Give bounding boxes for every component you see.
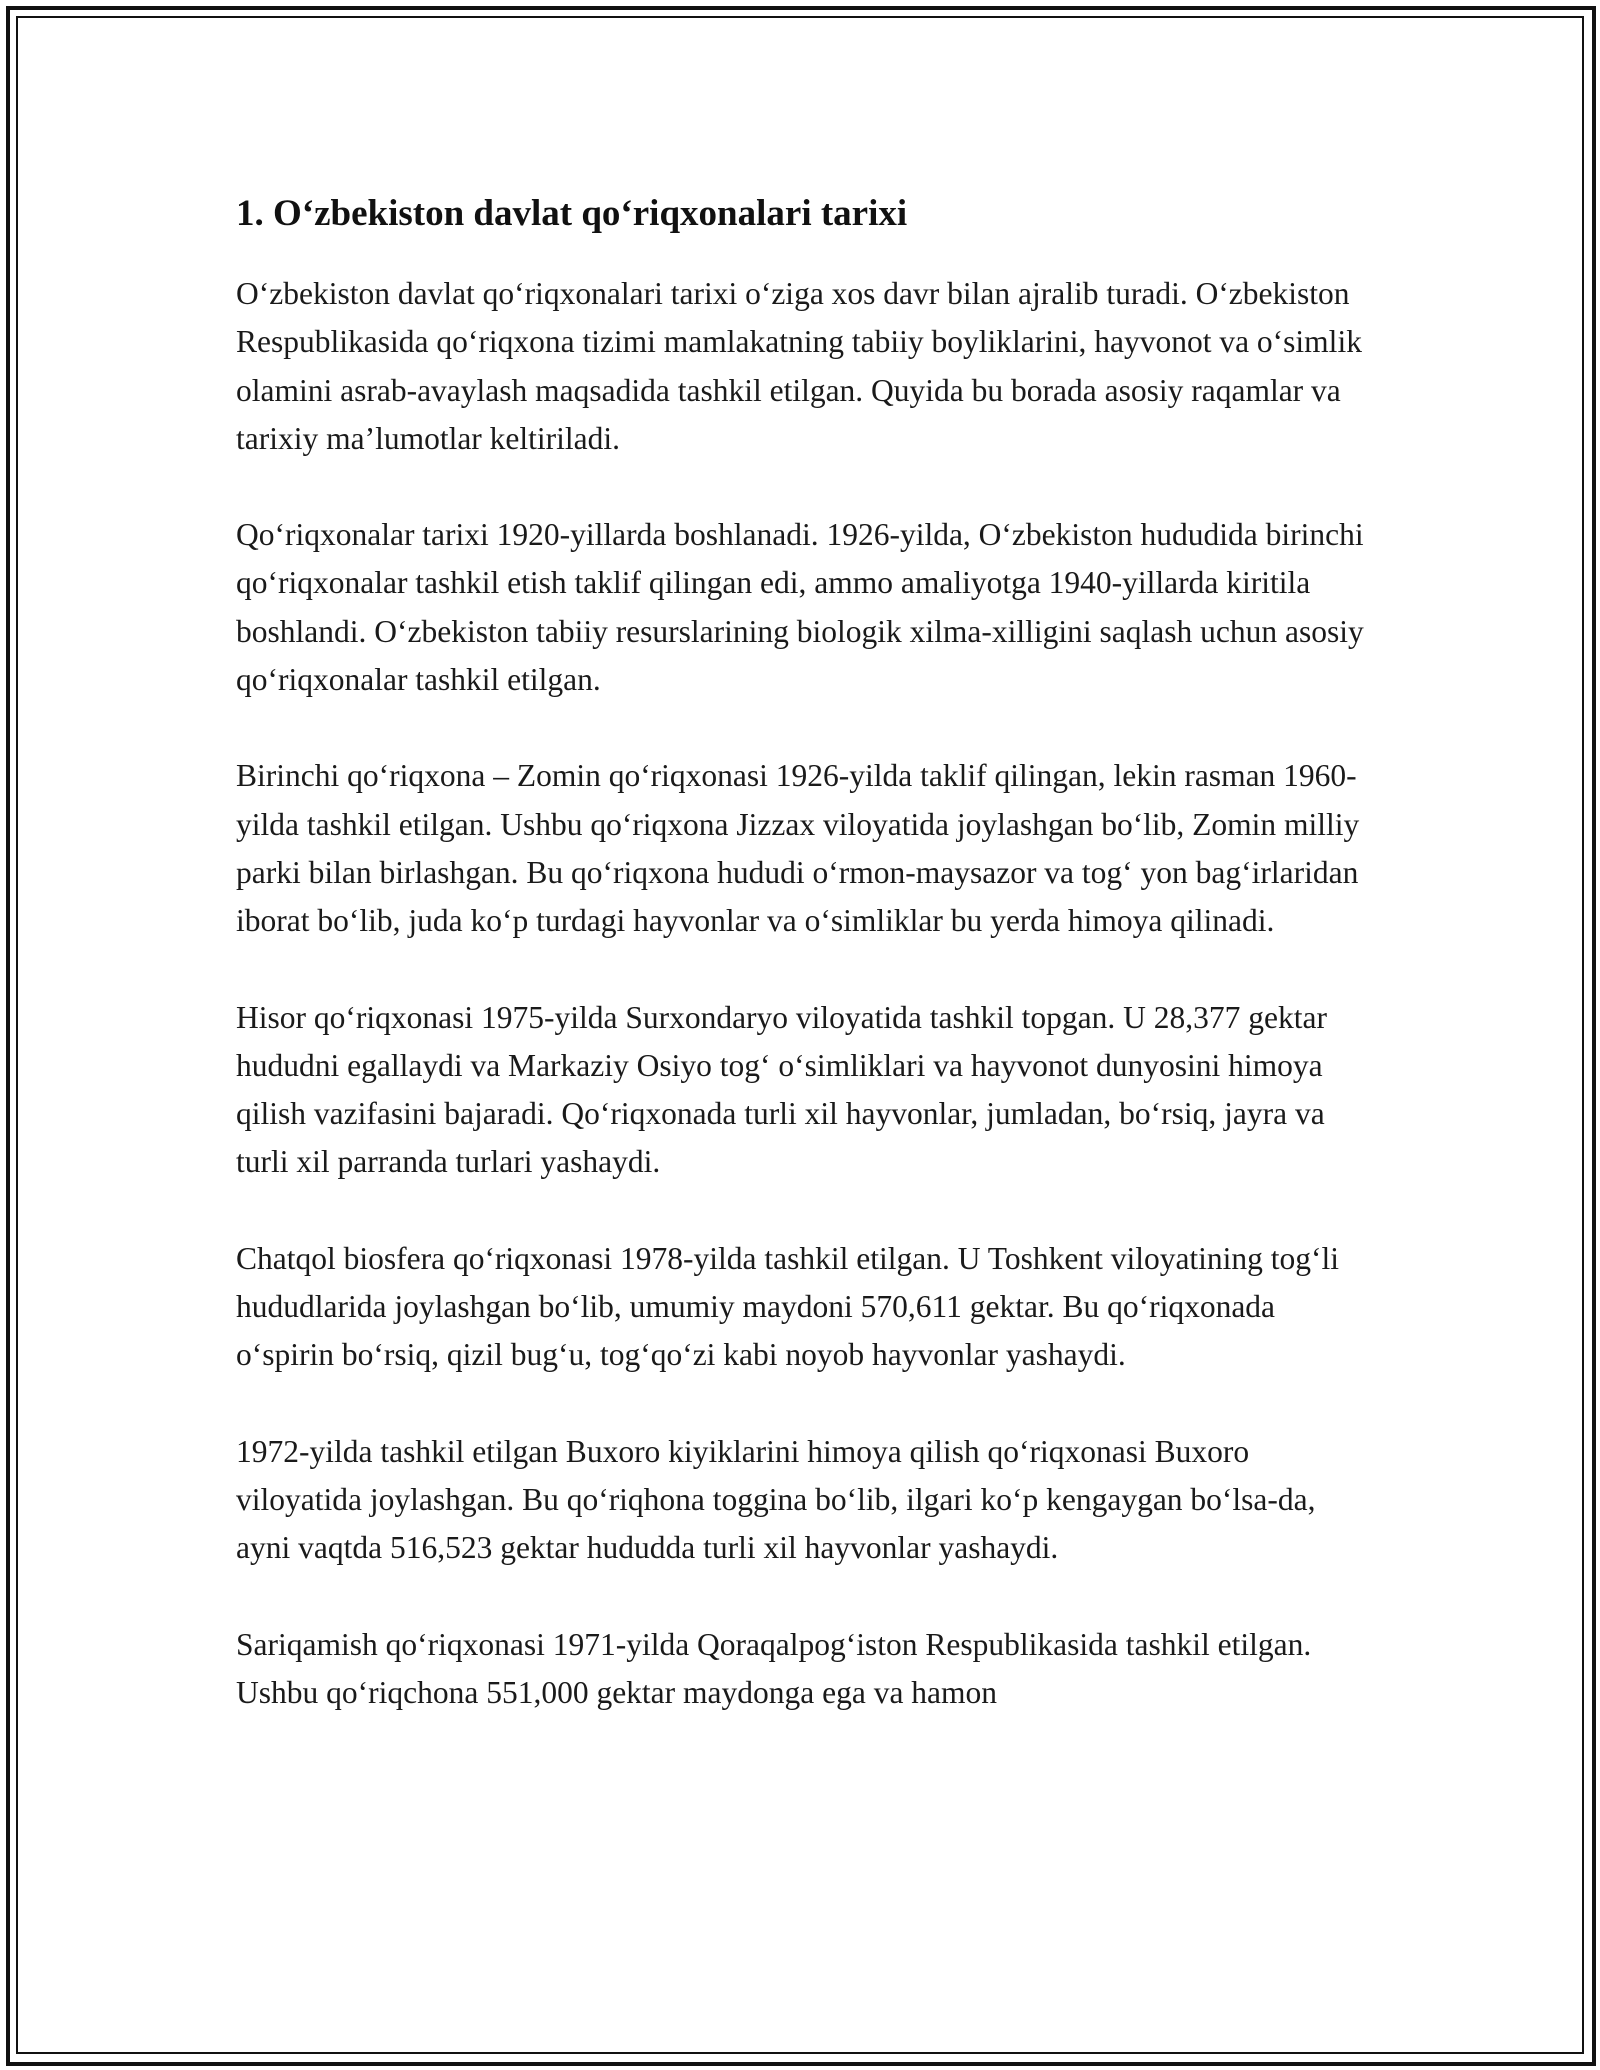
paragraph-sariqamish: Sariqamish qo‘riqxonasi 1971-yilda Qoraqalpog‘iston Respublikasida tashkil etilgan. Ushbu qo‘riqchona 551,000 gektar maydonga ega va hamon	[236, 1626, 1312, 1710]
paragraph-intro: O‘zbekiston davlat qo‘riqxonalari tarixi o‘ziga xos davr bilan ajralib turadi. O‘zbekiston Respublikasida qo‘riqxona tizimi mamlakatning tabiiy boyliklarini, hayvonot va o‘simlik olamini asrab-avaylash maqsadida tashkil etilgan. Quyida bu borada asosiy raqamlar va tarixiy ma’lumotlar keltiriladi.	[236, 276, 1362, 456]
paragraph-zomin: Birinchi qo‘riqxona – Zomin qo‘riqxonasi 1926-yilda taklif qilingan, lekin rasman 1960-yilda tashkil etilgan. Ushbu qo‘riqxona Jizzax viloyatida joylashgan bo‘lib, Zomin milliy parki bilan birlashgan. Bu qo‘riqxona hududi o‘rmon-maysazor va tog‘ yon bag‘irlaridan iborat bo‘lib, juda ko‘p turdagi hayvonlar va o‘simliklar bu yerda himoya qilinadi.	[236, 758, 1360, 939]
paragraph-history: Qo‘riqxonalar tarixi 1920-yillarda boshlanadi. 1926-yilda, O‘zbekiston hududida birinchi qo‘riqxonalar tashkil etish taklif qilingan edi, ammo amaliyotga 1940-yillarda kiritila boshlandi. O‘zbekiston tabiiy resurslarining biologik xilma-xilligini saqlash uchun asosiy qo‘riqxonalar tashkil etilgan.	[236, 517, 1364, 698]
paragraph-hisor: Hisor qo‘riqxonasi 1975-yilda Surxondaryo viloyatida tashkil topgan. U 28,377 gektar hududni egallaydi va Markaziy Osiyo tog‘ o‘simliklari va hayvonot dunyosini himoya qilish vazifasini bajaradi. Qo‘riqxonada turli xil hayvonlar, jumladan, bo‘rsiq, jayra va turli xil parranda turlari yashaydi.	[236, 999, 1327, 1180]
section-heading: 1. O‘zbekiston davlat qo‘riqxonalari tarixi	[236, 193, 908, 234]
paragraph-chatqol: Chatqol biosfera qo‘riqxonasi 1978-yilda tashkil etilgan. U Toshkent viloyatining tog‘li hududlarida joylashgan bo‘lib, umumiy maydoni 570,611 gektar. Bu qo‘riqxonada o‘spirin bo‘rsiq, qizil bug‘u, tog‘qo‘zi kabi noyob hayvonlar yashaydi.	[236, 1240, 1340, 1373]
document-body	[236, 188, 1376, 1765]
paragraph-buxoro: 1972-yilda tashkil etilgan Buxoro kiyiklarini himoya qilish qo‘riqxonasi Buxoro viloyatida joylashgan. Bu qo‘riqhona toggina bo‘lib, ilgari ko‘p kengaygan bo‘lsa-da, ayni vaqtda 516,523 gektar hududda turli xil hayvonlar yashaydi.	[236, 1433, 1316, 1566]
